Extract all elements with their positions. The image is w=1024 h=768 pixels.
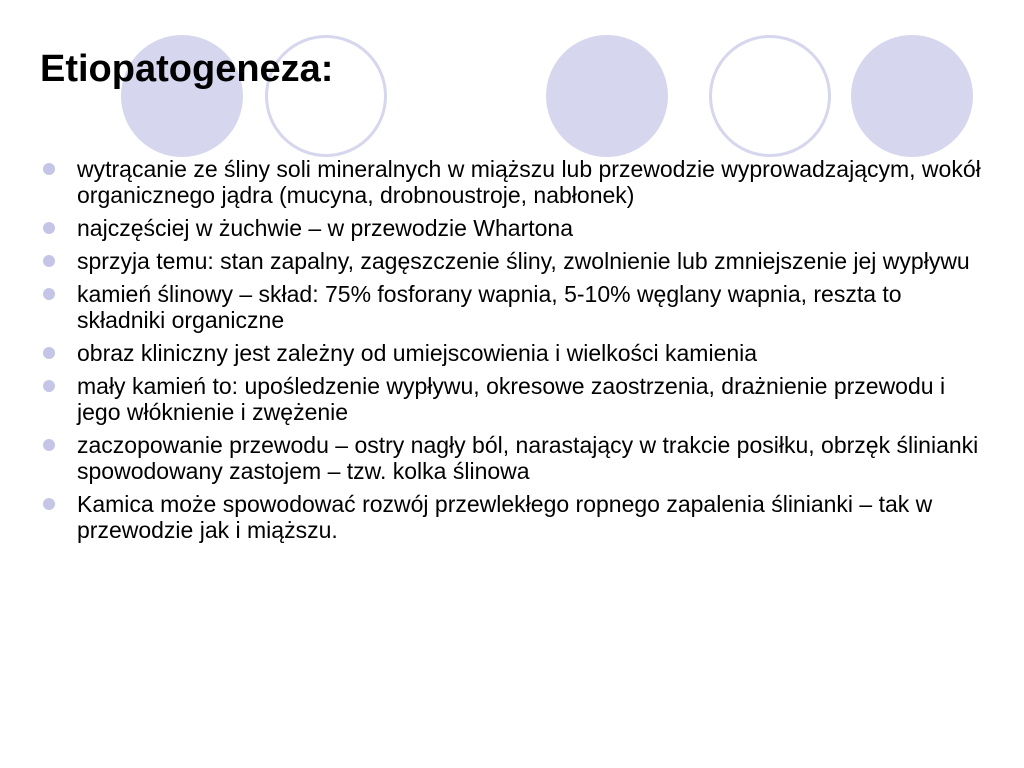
slide-title: Etiopatogeneza: [40, 48, 334, 90]
bullet-text: najczęściej w żuchwie – w przewodzie Whartona [77, 215, 573, 241]
bullet-dot-icon [43, 380, 55, 392]
bullet-dot-icon [43, 347, 55, 359]
bullet-dot-icon [43, 222, 55, 234]
bullet-text: wytrącanie ze śliny soli mineralnych w miąższu lub przewodzie wyprowadzającym, wokół organicznego jądra (mucyna, drobnoustroje, nabłonek) [77, 156, 981, 208]
decorative-circle-icon [546, 35, 668, 157]
bullet-item [40, 248, 990, 274]
bullet-dot-icon [43, 255, 55, 267]
bullet-dot-icon [43, 163, 55, 175]
bullet-item [40, 373, 990, 425]
bullet-text: kamień ślinowy – skład: 75% fosforany wapnia, 5-10% węglany wapnia, reszta to składniki organiczne [77, 281, 902, 333]
decorative-circle-icon [709, 35, 831, 157]
bullet-item [40, 340, 990, 366]
bullet-text: mały kamień to: upośledzenie wypływu, okresowe zaostrzenia, drażnienie przewodu i jego włóknienie i zwężenie [77, 373, 946, 425]
bullet-text: Kamica może spowodować rozwój przewlekłego ropnego zapalenia ślinianki – tak w przewodzie jak i miąższu. [77, 491, 933, 543]
bullet-item [40, 432, 990, 484]
bullet-item [40, 281, 990, 333]
bullet-list [40, 156, 990, 550]
bullet-dot-icon [43, 498, 55, 510]
bullet-text: sprzyja temu: stan zapalny, zagęszczenie śliny, zwolnienie lub zmniejszenie jej wypływu [77, 248, 970, 274]
bullet-text: obraz kliniczny jest zależny od umiejscowienia i wielkości kamienia [77, 340, 758, 366]
bullet-item [40, 156, 990, 208]
bullet-text: zaczopowanie przewodu – ostry nagły ból, narastający w trakcie posiłku, obrzęk ślinianki spowodowany zastojem – tzw. kolka ślinowa [77, 432, 979, 484]
bullet-item [40, 491, 990, 543]
bullet-dot-icon [43, 439, 55, 451]
bullet-item [40, 215, 990, 241]
bullet-dot-icon [43, 288, 55, 300]
decorative-circle-icon [851, 35, 973, 157]
